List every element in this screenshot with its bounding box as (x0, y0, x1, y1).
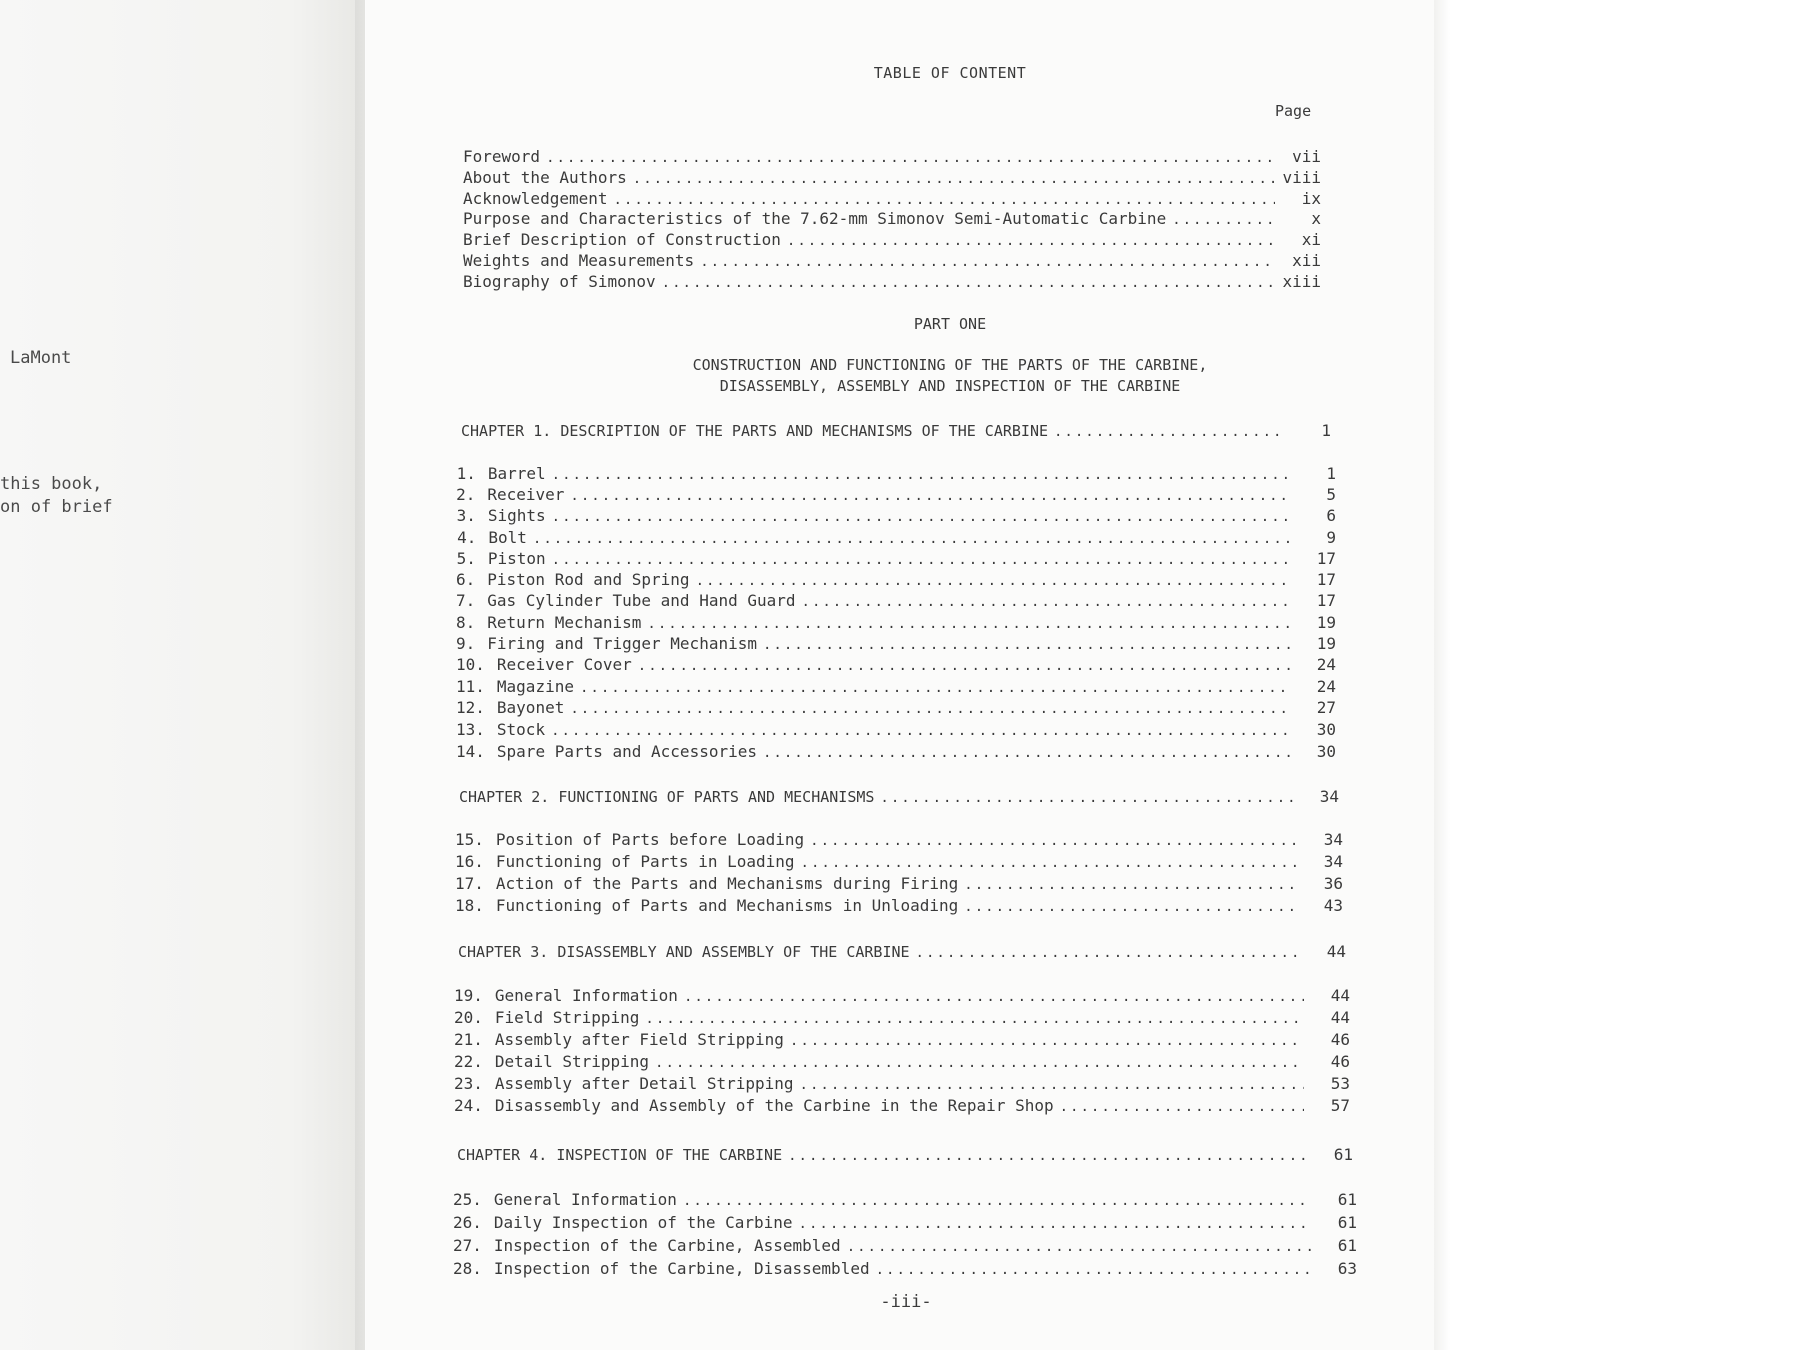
toc-entry (456, 464, 1336, 483)
leader-dots (551, 723, 1290, 739)
entry-label: Inspection of the Carbine, Assembled (493, 1236, 841, 1255)
toc-entry (453, 1236, 1357, 1255)
leader-dots (655, 1055, 1304, 1071)
entry-page: 24 (1316, 655, 1336, 674)
entry-label: Field Stripping (494, 1008, 640, 1027)
entry-label: Position of Parts before Loading (495, 830, 805, 849)
entry-page: 61 (1337, 1236, 1357, 1255)
left-page-text: LaMont (10, 348, 72, 368)
entry-number: 1. (456, 464, 476, 483)
leader-dots (570, 701, 1290, 717)
chapter-heading (458, 942, 1346, 961)
leader-dots (633, 171, 1275, 187)
entry-number: 6. (456, 570, 476, 589)
entry-page: xiii (1282, 272, 1321, 291)
entry-page: 44 (1330, 986, 1350, 1005)
toc-entry (463, 251, 1321, 270)
leader-dots (533, 531, 1290, 547)
leader-dots (880, 790, 1293, 806)
toc-entry (456, 570, 1336, 589)
toc-entry (454, 1074, 1350, 1093)
entry-label: Inspection of the Carbine, Disassembled (493, 1259, 870, 1278)
entry-label: Bayonet (496, 698, 565, 717)
chapter-heading (457, 1145, 1353, 1164)
entry-page: 30 (1316, 742, 1336, 761)
entry-page: 17 (1316, 591, 1336, 610)
leader-dots (1172, 212, 1275, 228)
entry-label: Gas Cylinder Tube and Hand Guard (487, 591, 796, 610)
chapter-heading (461, 421, 1331, 440)
entry-number: 9. (456, 634, 476, 653)
entry-number: 5. (456, 549, 476, 568)
entry-label: Magazine (496, 677, 574, 696)
entry-number: 18. (455, 896, 484, 915)
entry-page: 1 (1326, 464, 1336, 483)
leader-dots (580, 680, 1290, 696)
entry-page: 19 (1316, 613, 1336, 632)
leader-dots (552, 467, 1290, 483)
entry-label: General Information (493, 1190, 677, 1209)
entry-page: 6 (1326, 506, 1336, 525)
leader-dots (801, 855, 1297, 871)
entry-label: Daily Inspection of the Carbine (493, 1213, 793, 1232)
entry-number: 8. (456, 613, 476, 632)
entry-page: xii (1292, 251, 1321, 270)
toc-entry (463, 147, 1321, 166)
toc-entry (453, 1190, 1357, 1209)
entry-number: 12. (456, 698, 485, 717)
leader-dots (787, 233, 1275, 249)
toc-entry (456, 485, 1336, 504)
entry-label: Acknowledgement (463, 189, 608, 208)
toc-entry (463, 272, 1321, 291)
toc-entry (454, 986, 1350, 1005)
chapter-page: 44 (1326, 942, 1346, 961)
entry-label: About the Authors (463, 168, 627, 187)
leader-dots (800, 1077, 1304, 1093)
entry-number: 10. (456, 655, 485, 674)
toc-entry (456, 698, 1336, 717)
entry-page: 30 (1316, 720, 1336, 739)
leader-dots (964, 877, 1297, 893)
chapter-label: CHAPTER 4. INSPECTION OF THE CARBINE (457, 1146, 783, 1164)
entry-number: 11. (456, 677, 485, 696)
leader-dots (810, 833, 1297, 849)
entry-page: 24 (1316, 677, 1336, 696)
chapter-label: CHAPTER 1. DESCRIPTION OF THE PARTS AND MECHANISMS OF THE CARBINE (461, 422, 1048, 440)
toc-entry (463, 168, 1321, 187)
entry-page: 63 (1337, 1259, 1357, 1278)
left-page-text: on of brief (0, 497, 113, 517)
left-page-text: this book, (0, 474, 103, 494)
entry-label: Stock (496, 720, 546, 739)
leader-dots (683, 1193, 1311, 1209)
entry-number: 23. (454, 1074, 483, 1093)
entry-page: 57 (1330, 1096, 1350, 1115)
entry-page: ix (1301, 189, 1321, 208)
entry-page: 34 (1323, 852, 1343, 871)
toc-entry (456, 591, 1336, 610)
page-column-label: Page (1275, 102, 1312, 120)
chapter-label: CHAPTER 3. DISASSEMBLY AND ASSEMBLY OF THE CARBINE (458, 943, 910, 961)
chapter-label: CHAPTER 2. FUNCTIONING OF PARTS AND MECHANISMS (459, 788, 875, 806)
entry-number: 7. (456, 591, 476, 610)
toc-entry (456, 528, 1336, 547)
toc-entry (456, 720, 1336, 739)
entry-page: 46 (1330, 1030, 1350, 1049)
entry-number: 19. (454, 986, 483, 1005)
entry-label: Detail Stripping (494, 1052, 650, 1071)
entry-page: 27 (1316, 698, 1336, 717)
toc-entry (456, 677, 1336, 696)
entry-page: x (1311, 209, 1321, 228)
entry-number: 28. (453, 1259, 482, 1278)
leader-dots (684, 989, 1304, 1005)
entry-page: 5 (1326, 485, 1336, 504)
leader-dots (647, 616, 1290, 632)
entry-number: 16. (455, 852, 484, 871)
part-subtitle: DISASSEMBLY, ASSEMBLY AND INSPECTION OF THE CARBINE (719, 377, 1181, 395)
toc-entry (455, 852, 1343, 871)
toc-entry (455, 830, 1343, 849)
leader-dots (1054, 424, 1285, 440)
leader-dots (696, 573, 1290, 589)
entry-label: Brief Description of Construction (463, 230, 781, 249)
left-page (0, 0, 365, 1350)
entry-label: Weights and Measurements (463, 251, 695, 270)
leader-dots (662, 275, 1275, 291)
entry-page: xi (1301, 230, 1321, 249)
leader-dots (546, 150, 1275, 166)
toc-entry (454, 1096, 1350, 1115)
entry-page: 61 (1337, 1213, 1357, 1232)
part-title: PART ONE (913, 315, 987, 333)
entry-number: 2. (456, 485, 476, 504)
entry-page: 17 (1316, 549, 1336, 568)
toc-entry (454, 1008, 1350, 1027)
entry-number: 3. (456, 506, 476, 525)
entry-page: 36 (1323, 874, 1343, 893)
entry-number: 24. (454, 1096, 483, 1115)
toc-entry (455, 874, 1343, 893)
entry-number: 15. (455, 830, 484, 849)
entry-label: Sights (487, 506, 546, 525)
entry-page: 46 (1330, 1052, 1350, 1071)
leader-dots (614, 192, 1276, 208)
entry-label: Return Mechanism (487, 613, 642, 632)
leader-dots (788, 1148, 1307, 1164)
entry-label: Firing and Trigger Mechanism (487, 634, 757, 653)
entry-number: 25. (453, 1190, 482, 1209)
entry-page: 43 (1323, 896, 1343, 915)
toc-entry (456, 742, 1336, 761)
chapter-heading (459, 787, 1339, 806)
entry-label: Barrel (487, 464, 546, 483)
toc-entry (453, 1213, 1357, 1232)
entry-page: 53 (1330, 1074, 1350, 1093)
entry-label: Biography of Simonov (463, 272, 656, 291)
toc-entry (453, 1259, 1357, 1278)
entry-page: 61 (1337, 1190, 1357, 1209)
toc-entry (463, 230, 1321, 249)
toc-entry (456, 549, 1336, 568)
entry-label: Functioning of Parts in Loading (495, 852, 795, 871)
leader-dots (638, 658, 1290, 674)
toc-entry (456, 613, 1336, 632)
toc-entry (455, 896, 1343, 915)
entry-number: 26. (453, 1213, 482, 1232)
toc-entry (463, 209, 1321, 228)
leader-dots (799, 1216, 1311, 1232)
leader-dots (916, 945, 1300, 961)
leader-dots (570, 488, 1290, 504)
toc-entry (456, 634, 1336, 653)
leader-dots (790, 1033, 1304, 1049)
toc-entry (456, 506, 1336, 525)
entry-number: 4. (457, 528, 477, 547)
toc-entry (463, 189, 1321, 208)
leader-dots (645, 1011, 1304, 1027)
leader-dots (964, 899, 1297, 915)
entry-label: Disassembly and Assembly of the Carbine in the Repair Shop (494, 1096, 1054, 1115)
part-subtitle: CONSTRUCTION AND FUNCTIONING OF THE PARTS OF THE CARBINE, (692, 356, 1208, 374)
page-edge (1434, 0, 1450, 1350)
entry-label: Receiver (487, 485, 565, 504)
entry-label: Functioning of Parts and Mechanisms in Unloading (495, 896, 959, 915)
entry-label: Purpose and Characteristics of the 7.62-mm Simonov Semi-Automatic Carbine (463, 209, 1167, 228)
entry-label: Piston (487, 549, 546, 568)
toc-entry (454, 1052, 1350, 1071)
entry-page: vii (1292, 147, 1321, 166)
leader-dots (847, 1239, 1311, 1255)
entry-page: viii (1282, 168, 1321, 187)
leader-dots (763, 637, 1290, 653)
leader-dots (1060, 1099, 1304, 1115)
page-number: -iii- (880, 1292, 932, 1312)
entry-label: Assembly after Detail Stripping (494, 1074, 794, 1093)
entry-label: Assembly after Field Stripping (494, 1030, 784, 1049)
leader-dots (876, 1262, 1311, 1278)
entry-label: Spare Parts and Accessories (496, 742, 757, 761)
entry-number: 22. (454, 1052, 483, 1071)
leader-dots (552, 552, 1290, 568)
entry-page: 9 (1326, 528, 1336, 547)
entry-label: Action of the Parts and Mechanisms during Firing (495, 874, 959, 893)
leader-dots (802, 594, 1290, 610)
leader-dots (763, 745, 1290, 761)
leader-dots (552, 509, 1290, 525)
entry-label: Foreword (463, 147, 541, 166)
toc-entry (454, 1030, 1350, 1049)
entry-number: 27. (453, 1236, 482, 1255)
entry-number: 14. (456, 742, 485, 761)
leader-dots (700, 254, 1275, 270)
entry-page: 44 (1330, 1008, 1350, 1027)
entry-number: 21. (454, 1030, 483, 1049)
entry-label: Bolt (488, 528, 527, 547)
entry-page: 17 (1316, 570, 1336, 589)
toc-title: TABLE OF CONTENT (873, 64, 1027, 82)
entry-number: 13. (456, 720, 485, 739)
entry-page: 34 (1323, 830, 1343, 849)
chapter-page: 61 (1333, 1145, 1353, 1164)
entry-page: 19 (1316, 634, 1336, 653)
entry-label: General Information (494, 986, 678, 1005)
toc-entry (456, 655, 1336, 674)
entry-label: Receiver Cover (496, 655, 632, 674)
entry-label: Piston Rod and Spring (487, 570, 690, 589)
chapter-page: 1 (1321, 421, 1331, 440)
entry-number: 20. (454, 1008, 483, 1027)
chapter-page: 34 (1319, 787, 1339, 806)
entry-number: 17. (455, 874, 484, 893)
